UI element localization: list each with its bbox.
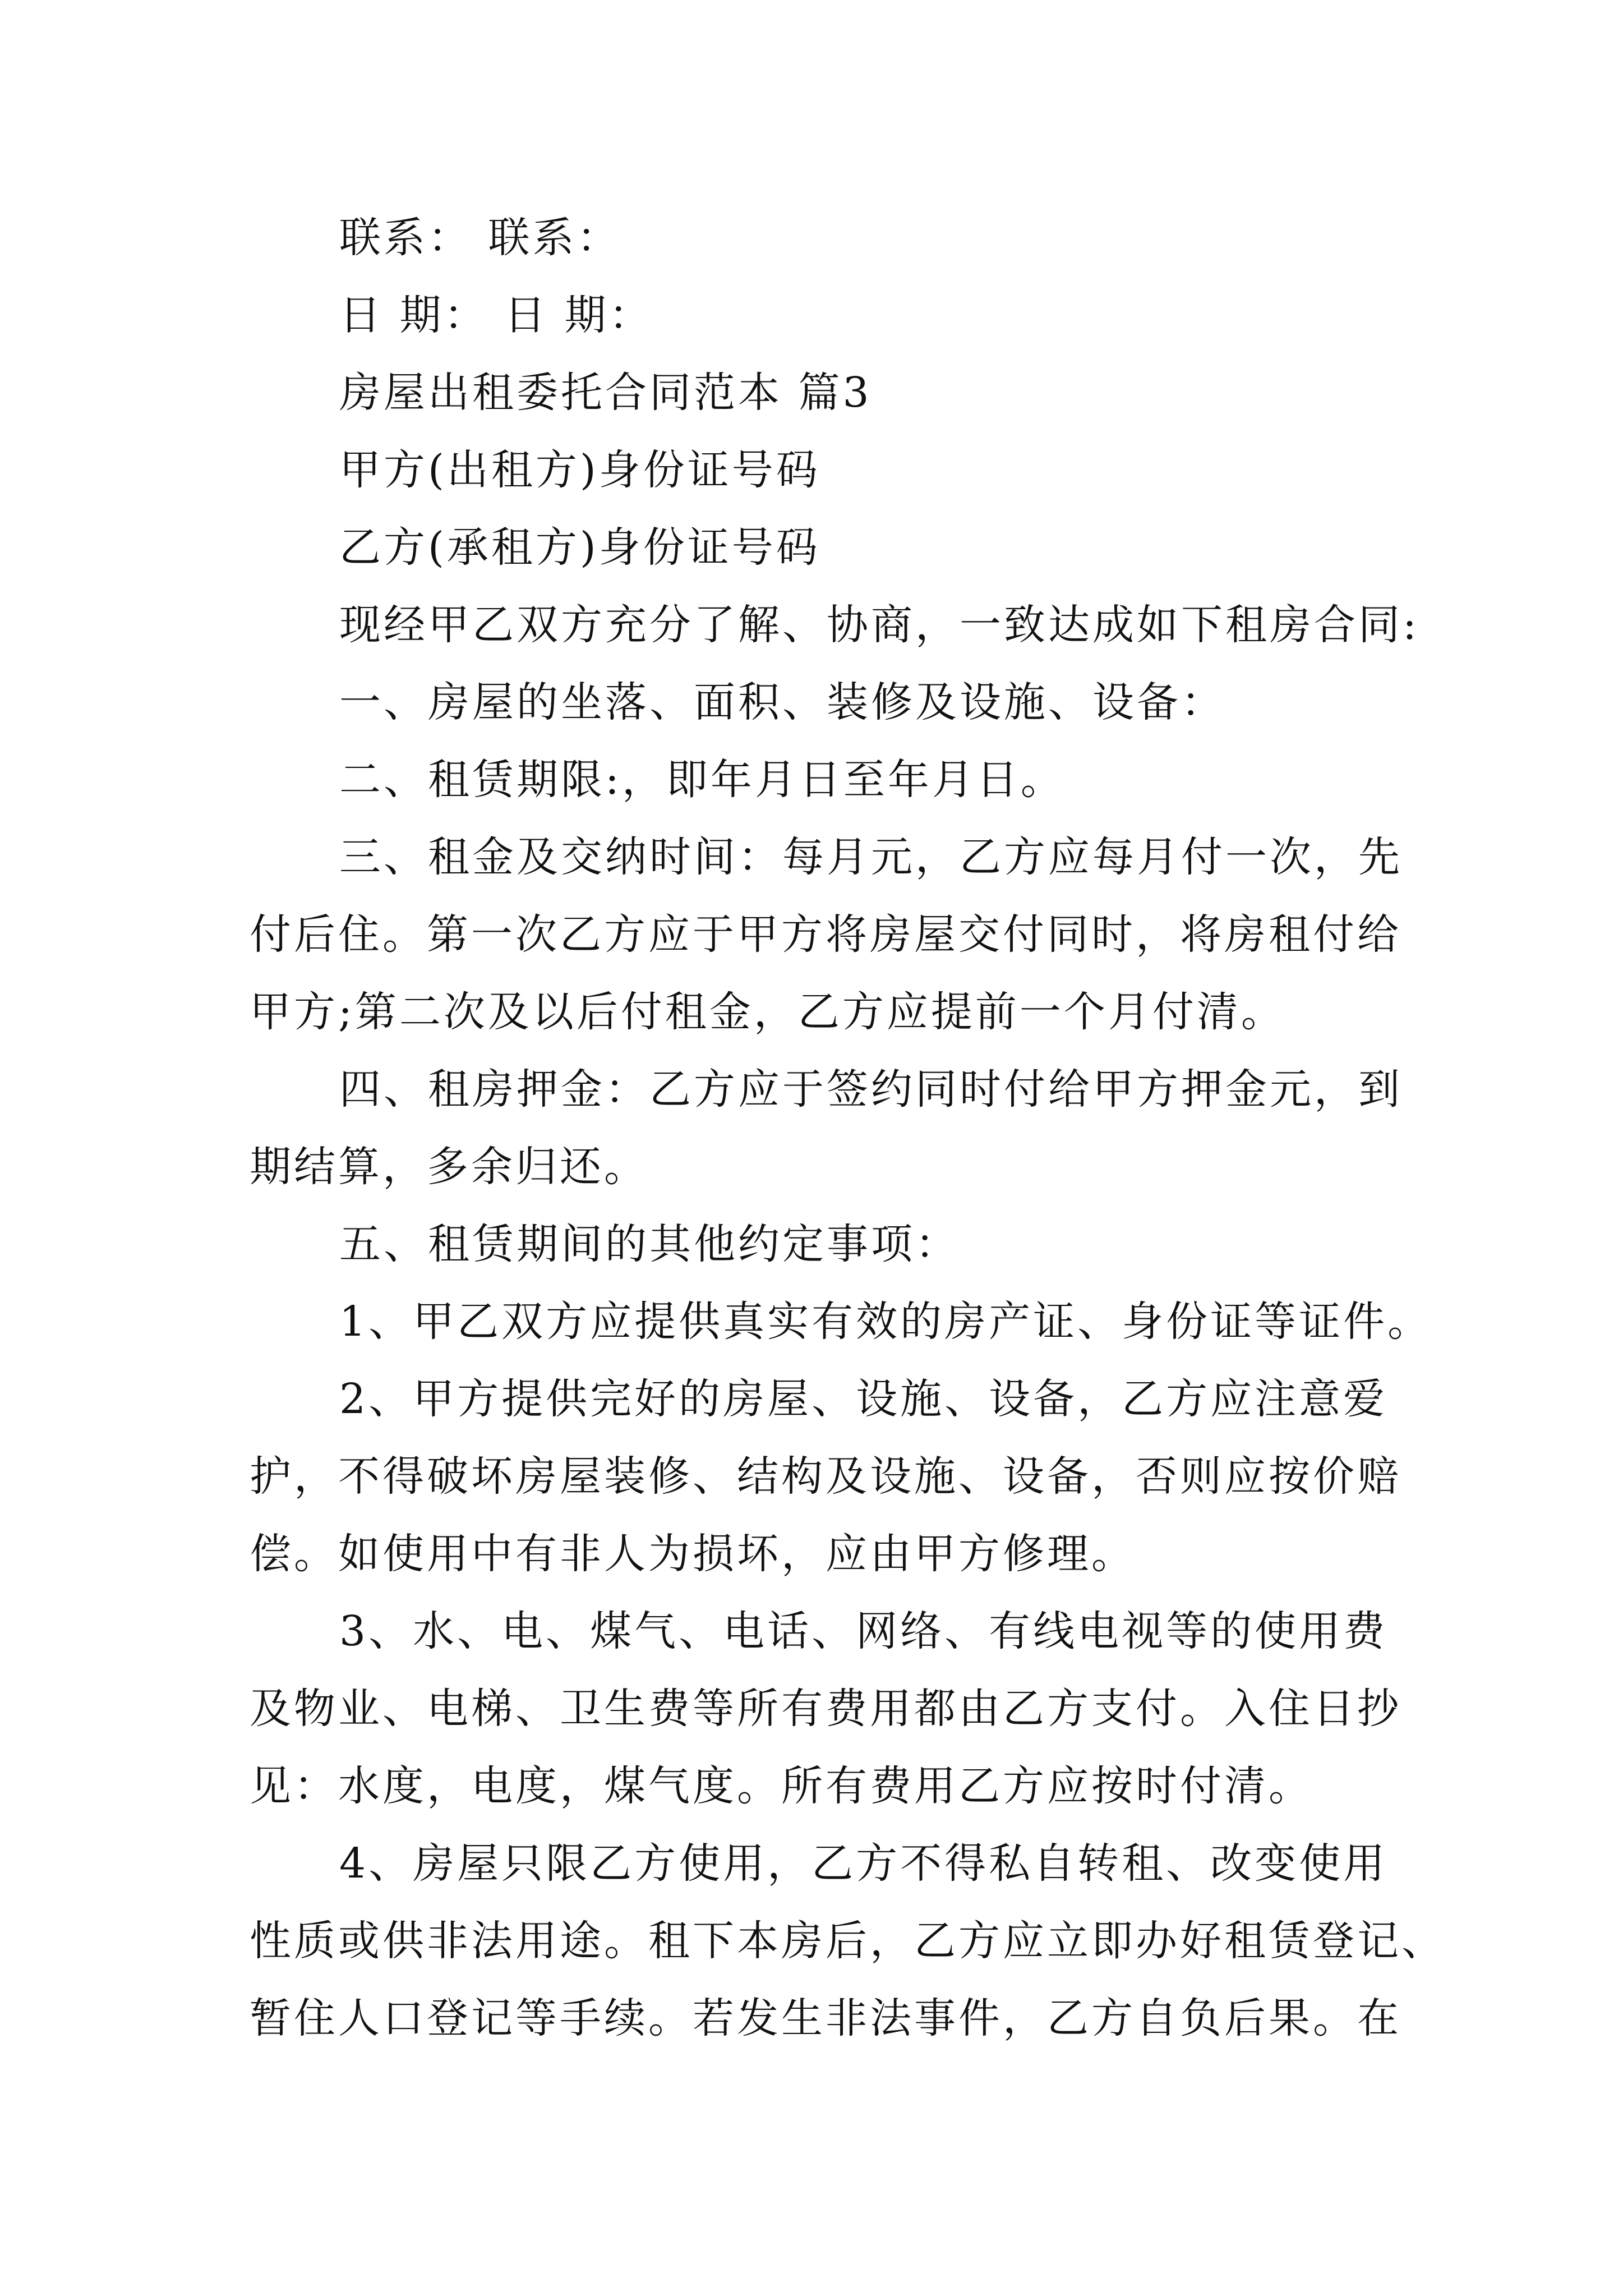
- clause-2-line: 二、租赁期限:，即年月日至年月日。: [339, 756, 1065, 804]
- paragraph-line: 甲方;第二次及以后付租金，乙方应提前一个月付清。: [250, 988, 1285, 1036]
- item-4-line: 4、房屋只限乙方使用，乙方不得私自转租、改变使用: [339, 1839, 1388, 1888]
- item-3-line: 3、水、电、煤气、电话、网络、有线电视等的使用费: [339, 1607, 1388, 1655]
- paragraph-line: 现经甲乙双方充分了解、协商，一致达成如下租房合同:: [339, 601, 1419, 649]
- paragraph-line: 偿。如使用中有非人为损坏，应由甲方修理。: [250, 1530, 1136, 1578]
- item-2-line: 2、甲方提供完好的房屋、设施、设备，乙方应注意爱: [339, 1375, 1388, 1423]
- document-body: [250, 199, 1446, 2057]
- paragraph-line: 性质或供非法用途。租下本房后，乙方应立即办好租赁登记、: [250, 1917, 1446, 1965]
- clause-5-line: 五、租赁期间的其他约定事项：: [339, 1220, 960, 1268]
- paragraph-line: 期结算，多余归还。: [250, 1143, 648, 1191]
- paragraph-line: 暂住人口登记等手续。若发生非法事件，乙方自负后果。在: [250, 1994, 1401, 2042]
- paragraph-line: 及物业、电梯、卫生费等所有费用都由乙方支付。入住日抄: [250, 1685, 1401, 1733]
- section-title: 房屋出租委托合同范本 篇3: [339, 369, 872, 417]
- paragraph-line: 付后住。第一次乙方应于甲方将房屋交付同时，将房租付给: [250, 910, 1401, 959]
- paragraph-line: 护，不得破坏房屋装修、结构及设施、设备，否则应按价赔: [250, 1452, 1401, 1501]
- date-line: 日 期： 日 期：: [339, 291, 653, 339]
- clause-4-line: 四、租房押金：乙方应于签约同时付给甲方押金元，到: [339, 1065, 1403, 1114]
- paragraph-line: 见：水度，电度，煤气度。所有费用乙方应按时付清。: [250, 1762, 1313, 1810]
- clause-1-line: 一、房屋的坐落、面积、装修及设施、设备：: [339, 678, 1225, 726]
- item-1-line: 1、甲乙双方应提供真实有效的房产证、身份证等证件。: [339, 1297, 1432, 1346]
- party-a-line: 甲方(出租方)身份证号码: [339, 446, 820, 494]
- party-b-line: 乙方(承租方)身份证号码: [339, 523, 820, 572]
- clause-3-line: 三、租金及交纳时间：每月元，乙方应每月付一次，先: [339, 833, 1403, 881]
- contact-line: 联系： 联系：: [339, 214, 621, 262]
